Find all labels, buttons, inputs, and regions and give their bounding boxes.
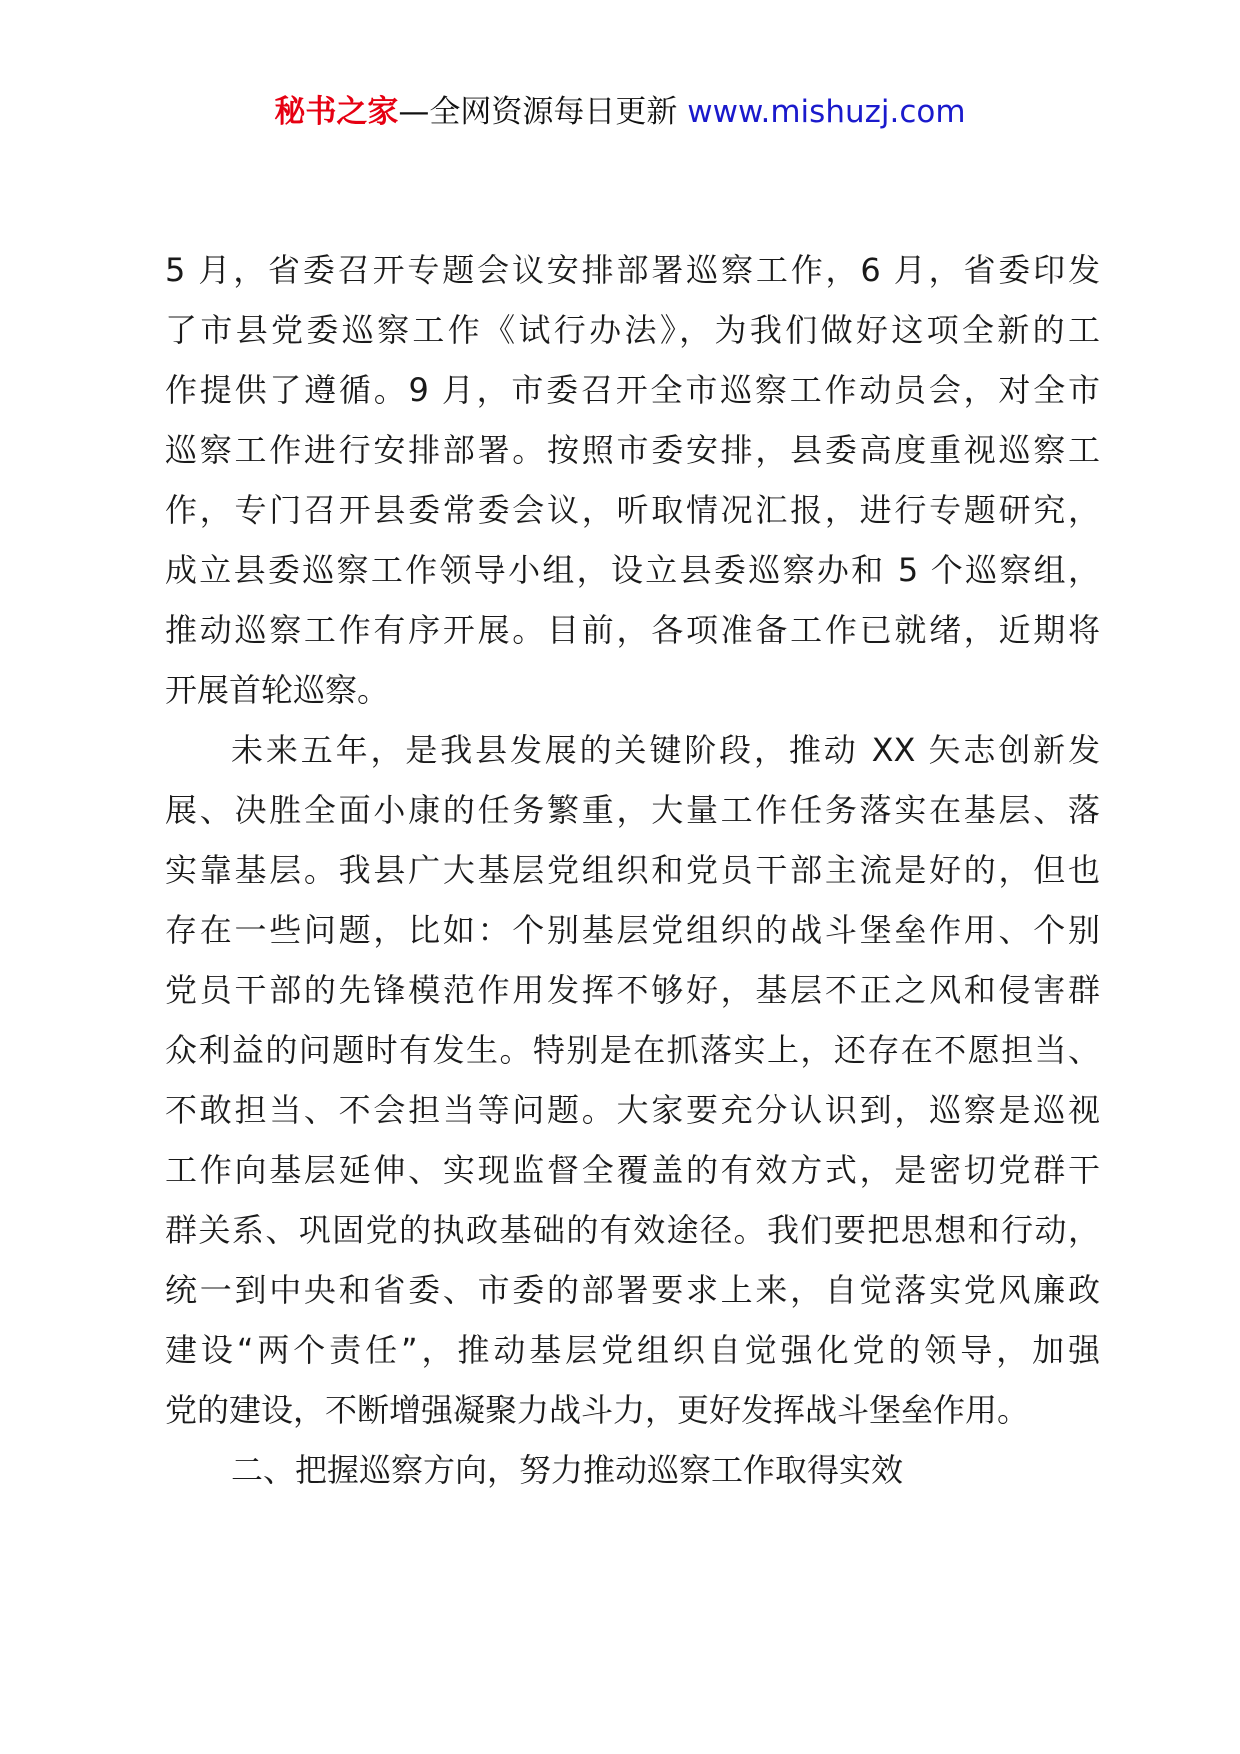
paragraph-line: 成立县委巡察工作领导小组，设立县委巡察办和 5 个巡察组， [165,551,1100,589]
paragraph-line: 存在一些问题，比如：个别基层党组织的战斗堡垒作用、个别 [165,911,1100,949]
document-body [165,240,1100,1500]
paragraph-line: 建设“两个责任”，推动基层党组织自觉强化党的领导，加强 [165,1331,1100,1369]
paragraph-line: 开展首轮巡察。 [165,671,390,709]
paragraph-line: 巡察工作进行安排部署。按照市委安排，县委高度重视巡察工 [165,431,1100,469]
paragraph-line: 统一到中央和省委、市委的部署要求上来，自觉落实党风廉政 [165,1271,1100,1309]
paragraph-line: 未来五年，是我县发展的关键阶段，推动 XX 矢志创新发 [231,731,1100,769]
paragraph-line: 党员干部的先锋模范作用发挥不够好，基层不正之风和侵害群 [165,971,1100,1009]
paragraph-line: 作，专门召开县委常委会议，听取情况汇报，进行专题研究， [165,491,1100,529]
paragraph-line: 展、决胜全面小康的任务繁重，大量工作任务落实在基层、落 [165,791,1100,829]
paragraph-line: 5 月，省委召开专题会议安排部署巡察工作，6 月，省委印发 [165,251,1100,289]
paragraph-line: 群关系、巩固党的执政基础的有效途径。我们要把思想和行动， [165,1211,1100,1249]
site-tagline: —全网资源每日更新 [398,94,678,130]
site-header [0,92,1240,132]
section-heading: 二、把握巡察方向，努力推动巡察工作取得实效 [231,1451,904,1489]
paragraph-line: 不敢担当、不会担当等问题。大家要充分认识到，巡察是巡视 [165,1091,1100,1129]
site-brand: 秘书之家 [274,94,399,130]
paragraph-line: 了市县党委巡察工作《试行办法》，为我们做好这项全新的工 [165,311,1100,349]
paragraph-1 [165,240,1100,720]
paragraph-line: 作提供了遵循。9 月，市委召开全市巡察工作动员会，对全市 [165,371,1100,409]
paragraph-line: 工作向基层延伸、实现监督全覆盖的有效方式，是密切党群干 [165,1151,1100,1189]
paragraph-line: 众利益的问题时有发生。特别是在抓落实上，还存在不愿担当、 [165,1031,1100,1069]
paragraph-2 [165,720,1100,1440]
paragraph-line: 推动巡察工作有序开展。目前，各项准备工作已就绪，近期将 [165,611,1100,649]
site-url-link[interactable]: www.mishuzj.com [687,94,966,130]
paragraph-line: 党的建设，不断增强凝聚力战斗力，更好发挥战斗堡垒作用。 [165,1391,1030,1429]
paragraph-line: 实靠基层。我县广大基层党组织和党员干部主流是好的，但也 [165,851,1100,889]
